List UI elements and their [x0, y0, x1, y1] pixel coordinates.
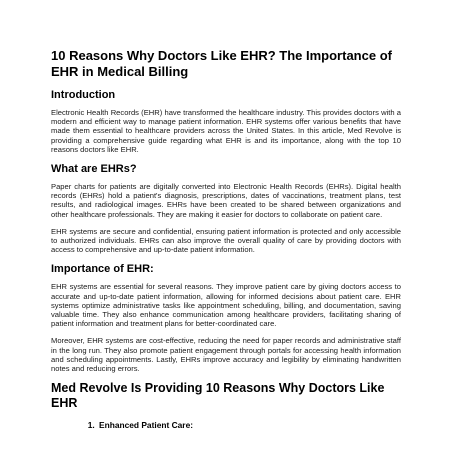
section-heading-reasons: Med Revolve Is Providing 10 Reasons Why Doctors Like EHR: [51, 381, 385, 411]
paragraph: Electronic Health Records (EHR) have transformed the healthcare industry. This provides doctors with a modern and efficient way to manage patient information. EHR systems offer various benefits that have made them essential to healthcare providers across the United States. In this article, Med Revolve is providing a comprehensive guide regarding what EHR is and its importance, along with the top 10 reasons doctors like EHR.: [51, 108, 401, 154]
paragraph: Moreover, EHR systems are cost-effective, reducing the need for paper records and administrative staff in the long run. They also promote patient engagement through portals for accessing health information and scheduling appointments. Lastly, EHRs improve accuracy and legibility by eliminating handwritten notes and reducing errors.: [51, 336, 401, 374]
list-item: 1. Enhanced Patient Care:: [97, 420, 401, 431]
section-heading-importance: Importance of EHR:: [51, 263, 154, 276]
section-introduction: [51, 88, 401, 154]
reasons-list: [51, 420, 401, 431]
section-heading-what-are-ehrs: What are EHRs?: [51, 163, 137, 176]
section-importance: [51, 262, 401, 373]
paragraph: EHR systems are essential for several reasons. They improve patient care by giving doctors access to accurate and up-to-date patient information, allowing for informed decisions about patient care. EHR systems optimize administrative tasks like appointment scheduling, billing, and documentation, saving valuable time. They also enhance communication among healthcare providers, facilitating sharing of patient information and treatment plans for better-coordinated care.: [51, 282, 401, 329]
paragraph: EHR systems are secure and confidential, ensuring patient information is protected and only accessible to authorized individuals. EHRs can also improve the overall quality of care by providing doctors with access to comprehensive and up-to-date patient information.: [51, 226, 401, 255]
section-heading-introduction: Introduction: [51, 89, 116, 101]
document-title: 10 Reasons Why Doctors Like EHR? The Importance of EHR in Medical Billing: [51, 48, 392, 79]
paragraph: Paper charts for patients are digitally converted into Electronic Health Records (EHRs). Digital health records (EHRs) hold a patient's diagnosis, prescriptions, dates of vaccinations, treatment plans, test results, and radiological images. EHRs have been created to be shared between organizations and other healthcare professionals. They are making it easier for doctors to collaborate on patient care.: [51, 182, 401, 219]
document-page: [51, 48, 401, 431]
section-what-are-ehrs: [51, 162, 401, 254]
section-reasons: [51, 381, 401, 431]
